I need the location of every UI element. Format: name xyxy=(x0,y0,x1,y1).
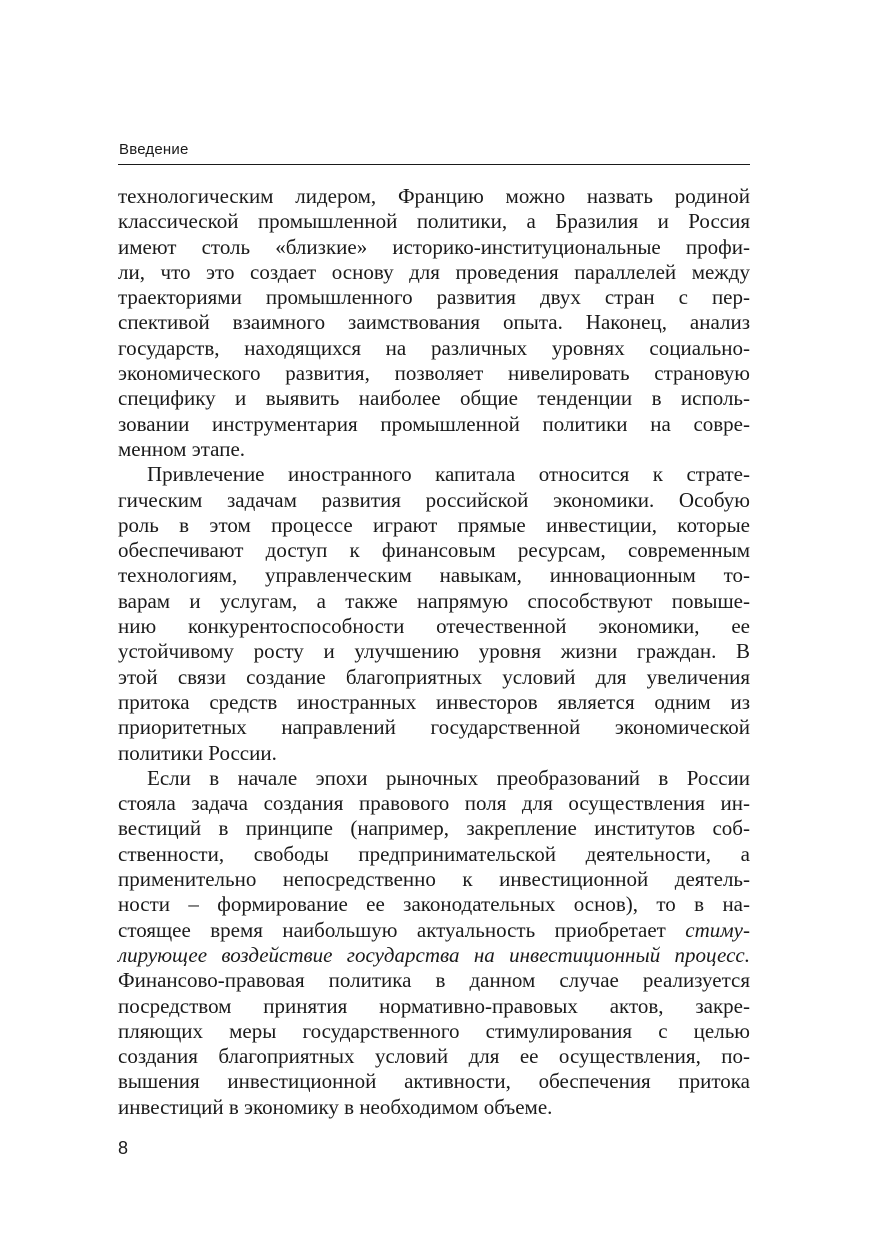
text-line: Привлечение иностранного капитала относится к страте- xyxy=(147,462,750,487)
text-line: вышения инвестиционной активности, обеспечения притока xyxy=(118,1069,750,1094)
text-line: имеют столь «близкие» историко-институциональные профи- xyxy=(118,234,750,259)
text-line: траекториями промышленного развития двух стран с пер- xyxy=(118,285,750,310)
text-line: стояла задача создания правового поля для осуществления ин- xyxy=(118,791,750,816)
text-line: вестиций в принципе (например, закрепление институтов соб- xyxy=(118,816,750,841)
text-line: пляющих меры государственного стимулирования с целью xyxy=(118,1018,750,1043)
text-line: нию конкурентоспособности отечественной экономики, ее xyxy=(118,614,750,639)
text-line xyxy=(118,943,750,968)
text-line: ности – формирование ее законодательных основ), то в на- xyxy=(118,892,750,917)
text-line: посредством принятия нормативно-правовых актов, закре- xyxy=(118,993,750,1018)
text-line: ли, что это создает основу для проведения параллелей между xyxy=(118,259,750,284)
text-line: Финансово-правовая политика в данном случае реализуется xyxy=(118,968,750,993)
text-line: роль в этом процессе играют прямые инвестиции, которые xyxy=(118,512,750,537)
text-line: специфику и выявить наиболее общие тенденции в исполь- xyxy=(118,386,750,411)
text-line: этой связи создание благоприятных условий для увеличения xyxy=(118,664,750,689)
text-line: притока средств иностранных инвесторов является одним из xyxy=(118,689,750,714)
text-line: инвестиций в экономику в необходимом объеме. xyxy=(118,1094,553,1119)
text-line: экономического развития, позволяет нивелировать страновую xyxy=(118,361,750,386)
text-line: менном этапе. xyxy=(118,436,246,461)
body-text xyxy=(118,184,750,1120)
text-line: Если в начале эпохи рыночных преобразований в России xyxy=(147,765,750,790)
text-line: зовании инструментария промышленной политики на совре- xyxy=(118,411,750,436)
text-run: стоящее время наибольшую актуальность приобретает xyxy=(118,917,686,942)
header-divider xyxy=(118,164,750,165)
text-line: варам и услугам, а также напрямую способствуют повыше- xyxy=(118,588,750,613)
text-line: технологическим лидером, Францию можно назвать родиной xyxy=(118,184,750,208)
text-line: классической промышленной политики, а Бразилия и Россия xyxy=(118,209,750,234)
text-line: государств, находящихся на различных уровнях социально- xyxy=(118,335,750,360)
text-line: гическим задачам развития российской экономики. Особую xyxy=(118,487,750,512)
text-line: приоритетных направлений государственной экономической xyxy=(118,715,750,740)
italic-text-run: лирующее воздействие государства на инвестиционный процесс. xyxy=(118,942,750,967)
text-line: устойчивому росту и улучшению уровня жизни граждан. В xyxy=(118,639,750,664)
paragraph-1 xyxy=(118,184,750,462)
text-line: политики России. xyxy=(118,740,277,765)
italic-text-run: стиму- xyxy=(685,917,750,942)
text-line: ственности, свободы предпринимательской деятельности, а xyxy=(118,841,750,866)
text-line: создания благоприятных условий для ее осуществления, по- xyxy=(118,1044,750,1069)
paragraph-3 xyxy=(118,766,750,1120)
paragraph-2 xyxy=(118,462,750,766)
text-line: применительно непосредственно к инвестиционной деятель- xyxy=(118,867,750,892)
text-line: спективой взаимного заимствования опыта. Наконец, анализ xyxy=(118,310,750,335)
text-line: технологиям, управленческим навыкам, инновационным то- xyxy=(118,563,750,588)
page-number: 8 xyxy=(118,1138,129,1158)
text-line xyxy=(118,918,750,943)
running-header: Введение xyxy=(119,141,189,158)
text-line: обеспечивают доступ к финансовым ресурсам, современным xyxy=(118,538,750,563)
